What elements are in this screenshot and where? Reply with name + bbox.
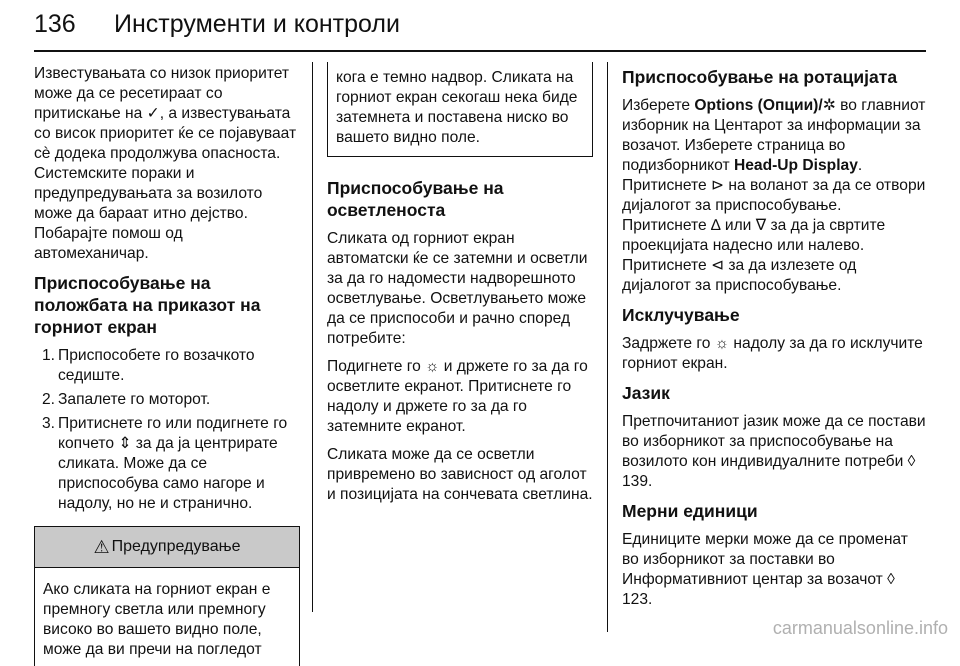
switch-off-paragraph: Задржете го ☼ надолу за да го исклучите горниот екран. (622, 335, 923, 372)
warning-text: Ако сликата на горниот екран е премногу светла или премногу високо во вашето видно поле, може да ви пречи на погледот (43, 581, 271, 658)
heading-language: Јазик (622, 383, 670, 403)
options-menu-label: Options (Опции) (694, 97, 819, 114)
running-title: Инструменти и контроли (114, 10, 400, 38)
brightness-icon: ☼ (425, 358, 440, 375)
column-divider-right (607, 62, 608, 632)
gear-icon: ✲ (822, 97, 836, 114)
back-icon: ⊲ (710, 257, 725, 274)
heading-switch-off: Исклучување (622, 305, 740, 325)
steps-list (34, 346, 300, 514)
heading-rotation: Приспособување на ротацијата (622, 67, 898, 87)
warning-box (34, 526, 300, 666)
arrow-down-icon: ∇ (755, 217, 767, 234)
warning-title: Предупредување (111, 538, 241, 555)
page-number: 136 (34, 10, 76, 38)
list-item: 2. Запалете го моторот. (42, 391, 211, 408)
warning-box-continued: кога е темно надвор. Сликата на горниот екран секогаш нека биде затемнета и поставена ниско во вашето видно поле. (327, 62, 593, 157)
brightness-icon: ☼ (714, 335, 730, 352)
warning-triangle-icon: ⚠ (93, 537, 110, 557)
arrow-up-icon: ∆ (710, 217, 721, 234)
page-reference-icon: ◊ (907, 453, 916, 470)
watermark: carmanualsonline.info (772, 618, 948, 638)
heading-units: Мерни единици (622, 501, 758, 521)
rotation-paragraph: Изберете Options (Опции)/✲ во главниот изборник на Центарот за информации за возачот. Изберете страница во подизборникот Head-Up Display. Притиснете ⊳ на воланот за да се отвори дијалогот за приспособување. Притиснете ∆ или ∇ за да ја свртите проекцијата надесно или налево. Притиснете ⊲ за да излезете од дијалогот за приспособување. (622, 97, 926, 294)
page-header (34, 6, 926, 52)
heading-position: Приспособување на положбата на приказот на горниот екран (34, 273, 261, 337)
arrow-right-icon: ⊳ (710, 177, 725, 194)
sunlight-paragraph: Сликата може да се осветли привремено во зависност од аголот и позицијата на сончевата светлина. (327, 446, 593, 503)
brightness-paragraph: Сликата од горниот екран автоматски ќе се затемни и осветли за да го надомести надворешното осветлување. Осветлувањето може да се приспособи и рачно според потребите: (327, 230, 588, 347)
list-item: 3. Притиснете го или подигнете го копчето ⇕ за да ја центрирате сликата. Може да се приспособува само нагоре и надолу, но не и странично. (42, 415, 288, 512)
list-item: 1. Приспособете го возачкото седиште. (42, 347, 255, 384)
position-updown-icon: ⇕ (118, 435, 132, 452)
intro-paragraph: Известувањата со низок приоритет може да се ресетираат со притискање на ✓, а известувањата со висок приоритет ќе се појавуваат сè додека продолжува опасноста. Системските пораки и предупредувањата за возилото може да бараат итно дејство. Побарајте помош од автомеханичар. (34, 65, 297, 262)
language-paragraph: Претпочитаниот јазик може да се постави во изборникот за приспособување на возилото кон индивидуалните потреби ◊ 139. (622, 413, 926, 490)
column-middle (327, 64, 593, 513)
heading-brightness: Приспособување на осветленоста (327, 178, 504, 220)
units-paragraph: Единиците мерки може да се променат во изборникот за поставки во Информативниот центар за возачот ◊ 123. (622, 531, 908, 608)
page-reference-icon: ◊ (887, 571, 895, 588)
check-icon: ✓ (146, 105, 160, 122)
column-left (34, 64, 300, 666)
column-divider-left (312, 62, 313, 612)
head-up-display-label: Head-Up Display (733, 157, 858, 174)
brightness-adjust-paragraph: Подигнете го ☼ и држете го за да го осветлите екранот. Притиснете го надолу и држете го за да го затемните екранот. (327, 358, 588, 435)
warning-header (35, 527, 299, 568)
column-right (622, 64, 928, 618)
